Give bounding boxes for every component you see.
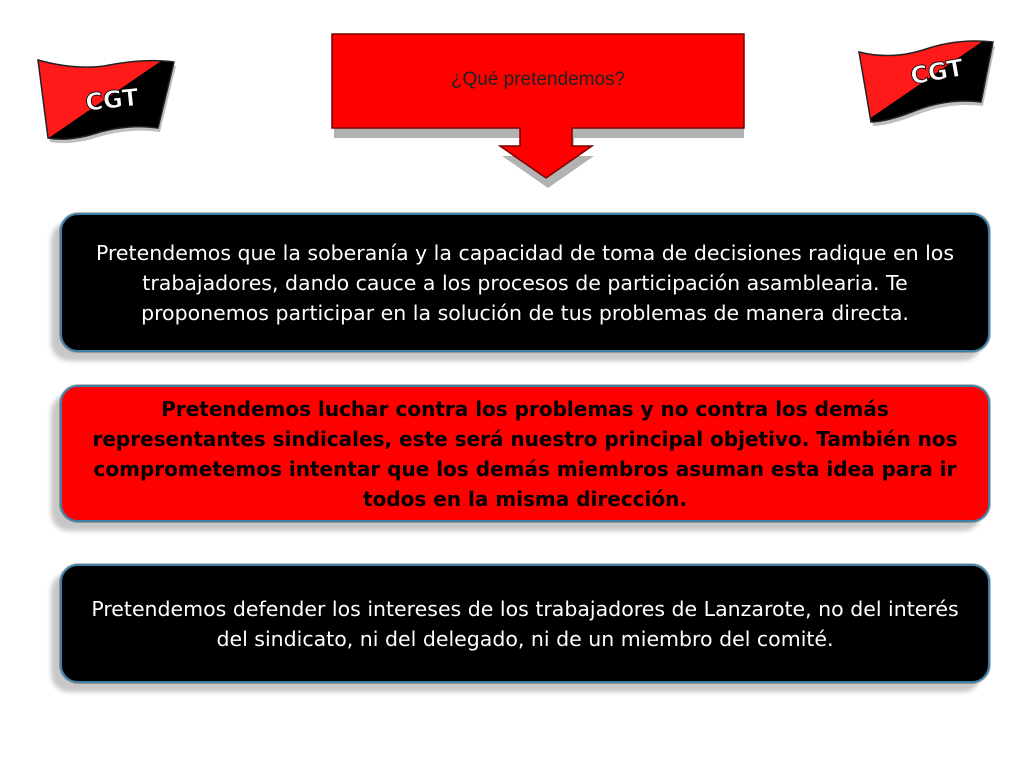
luchar-text: Pretendemos luchar contra los problemas y no contra los demás representantes sindicales, este será nuestro principal objetivo. También nos comprometemos intentar que los demás miembros asuman esta idea para ir todos en la misma dirección. [92,396,958,511]
luchar-text-box [60,385,990,522]
soberania-text-box [60,213,990,352]
cgt-logo-text-left: CGT [84,83,140,117]
cgt-flag-logo-right [853,30,999,130]
cgt-logo-text-right: CGT [908,53,966,91]
defender-text-box [60,564,990,683]
soberania-text: Pretendemos que la soberanía y la capacidad de toma de decisiones radique en los trabajadores, dando cauce a los procesos de participación asamblearia. Te proponemos participar en la solución de tus problemas de manera directa. [95,240,955,325]
defender-text: Pretendemos defender los intereses de los trabajadores de Lanzarote, no del interés del sindicato, ni del delegado, ni de un miembro del comité. [91,596,959,651]
cgt-flag-logo-left [34,48,180,148]
callout-question-text: ¿Qué pretendemos? [450,69,626,90]
